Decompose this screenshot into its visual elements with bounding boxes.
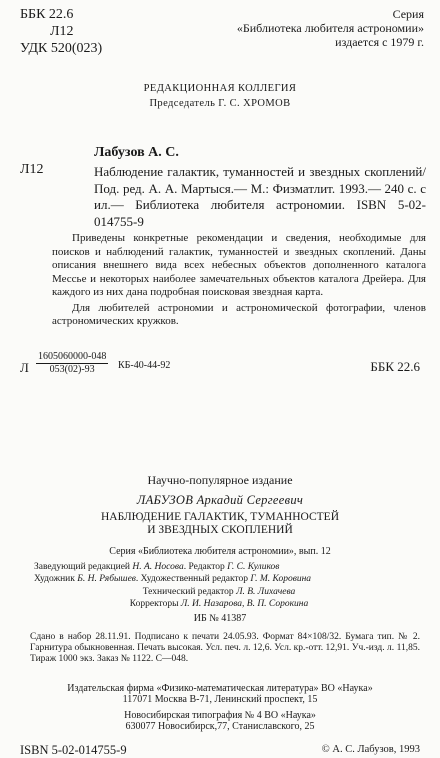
colophon-series: Серия «Библиотека любителя астрономии», вып. 12 [109,546,331,557]
staff-person: Г. М. Коровина [250,574,312,585]
staff-role: Технический редактор [142,586,237,597]
colophon-genre: Научно-популярное издание [147,473,293,487]
code-fraction [36,352,108,375]
code-letter: Л [20,360,29,375]
staff-role: Заведующий редакцией [34,562,133,572]
colophon-staff [34,561,404,610]
editorial-board [0,84,440,114]
series-name: «Библиотека любителя астрономии» [236,21,424,35]
code-denominator: 053(02)-93 [49,364,95,375]
isbn: ISBN 5-02-014755-9 [20,743,127,757]
staff-role: Художник [34,574,78,585]
bib-index: Л12 [20,162,44,177]
colophon-title [0,511,440,537]
publisher-name: Издательская фирма «Физико-математическая литература» ВО «Наука» [67,683,373,694]
publisher-info [0,683,440,705]
staff-person: Л. И. Назарова, В. П. Сорокина [180,598,309,609]
publisher-address: 117071 Москва В-71, Ленинский проспект, 15 [122,694,318,705]
bbk-footer: ББК 22.6 [370,359,420,374]
staff-person: Г. С. Куликов [227,562,280,572]
bib-description: Наблюдение галактик, туманностей и звездных скоплений/Под. ред. А. А. Мартыся.— М.: Физматлит. 1993.— 240 с. с ил.— Библиотека любителя астрономии. ISBN 5-02-014755-9 [94,164,426,229]
abstract-audience: Для любителей астрономии и астрономической фотографии, членов астрономических кружков. [52,301,426,327]
staff-role: . Художественный редактор [135,574,251,585]
staff-line [34,598,404,610]
editorial-title: РЕДАКЦИОННАЯ КОЛЛЕГИЯ [143,83,297,94]
colophon-title-line: НАБЛЮДЕНИЕ ГАЛАКТИК, ТУМАННОСТЕЙ [100,511,340,523]
staff-line [34,573,404,585]
staff-person: Б. Н. Рябышев [77,574,136,585]
bbk-code: ББК 22.6 [20,7,74,22]
index-code: Л12 [50,24,74,39]
staff-line [34,561,404,573]
bib-author: Лабузов А. С. [94,145,179,160]
colophon-author: ЛАБУЗОВ Аркадий Сергеевич [136,493,304,507]
staff-line [34,586,404,598]
staff-person: Н. А. Носова [132,562,184,572]
staff-person: Л. В. Лихачева [236,586,296,597]
printer-address: 630077 Новосибирск,77, Станиславского, 25 [125,721,315,732]
staff-role: Корректоры [129,598,181,609]
code-numerator: 1605060000-048 [38,351,107,362]
bbk-header [20,8,102,59]
series-label: Серия [392,7,424,21]
print-details: Сдано в набор 28.11.91. Подписано к печати 24.05.93. Формат 84×108/32. Бумага тип. № 2. Гарнитура обыкновенная. Печать высокая. Усл. печ. л. 12,6. Усл. кр.-отт. 12,91. Уч.-изд. л. 11,85. Тираж 1000 экз. Заказ № 1122. С—048. [30,632,420,664]
udk-code: УДК 520(023) [20,41,103,56]
staff-role: . Редактор [183,562,228,572]
copyright: © А. С. Лабузов, 1993 [321,744,420,755]
abstract [52,232,426,329]
code-kb: КБ-40-44-92 [118,360,171,371]
colophon-title-line: И ЗВЕЗДНЫХ СКОПЛЕНИЙ [147,524,293,536]
printer-name: Новосибирская типография № 4 ВО «Наука» [124,710,316,721]
abstract-paragraph: Приведены конкретные рекомендации и сведения, необходимые для поисков и наблюдений галактик, туманностей и звездных скоплений. Даны описания внешнего вида всех небесных объектов дополненного каталога Мессье и некоторых наиболее замечательных объектов каталога Дрейера. Для каждого из них дана подробная поисковая звездная карта. [52,232,426,298]
series-since: издается с 1979 г. [335,35,424,49]
series-header [237,8,424,50]
printer-info [0,710,440,732]
editorial-chair: Председатель Г. С. ХРОМОВ [149,98,291,109]
ib-number: ИБ № 41387 [193,613,247,624]
